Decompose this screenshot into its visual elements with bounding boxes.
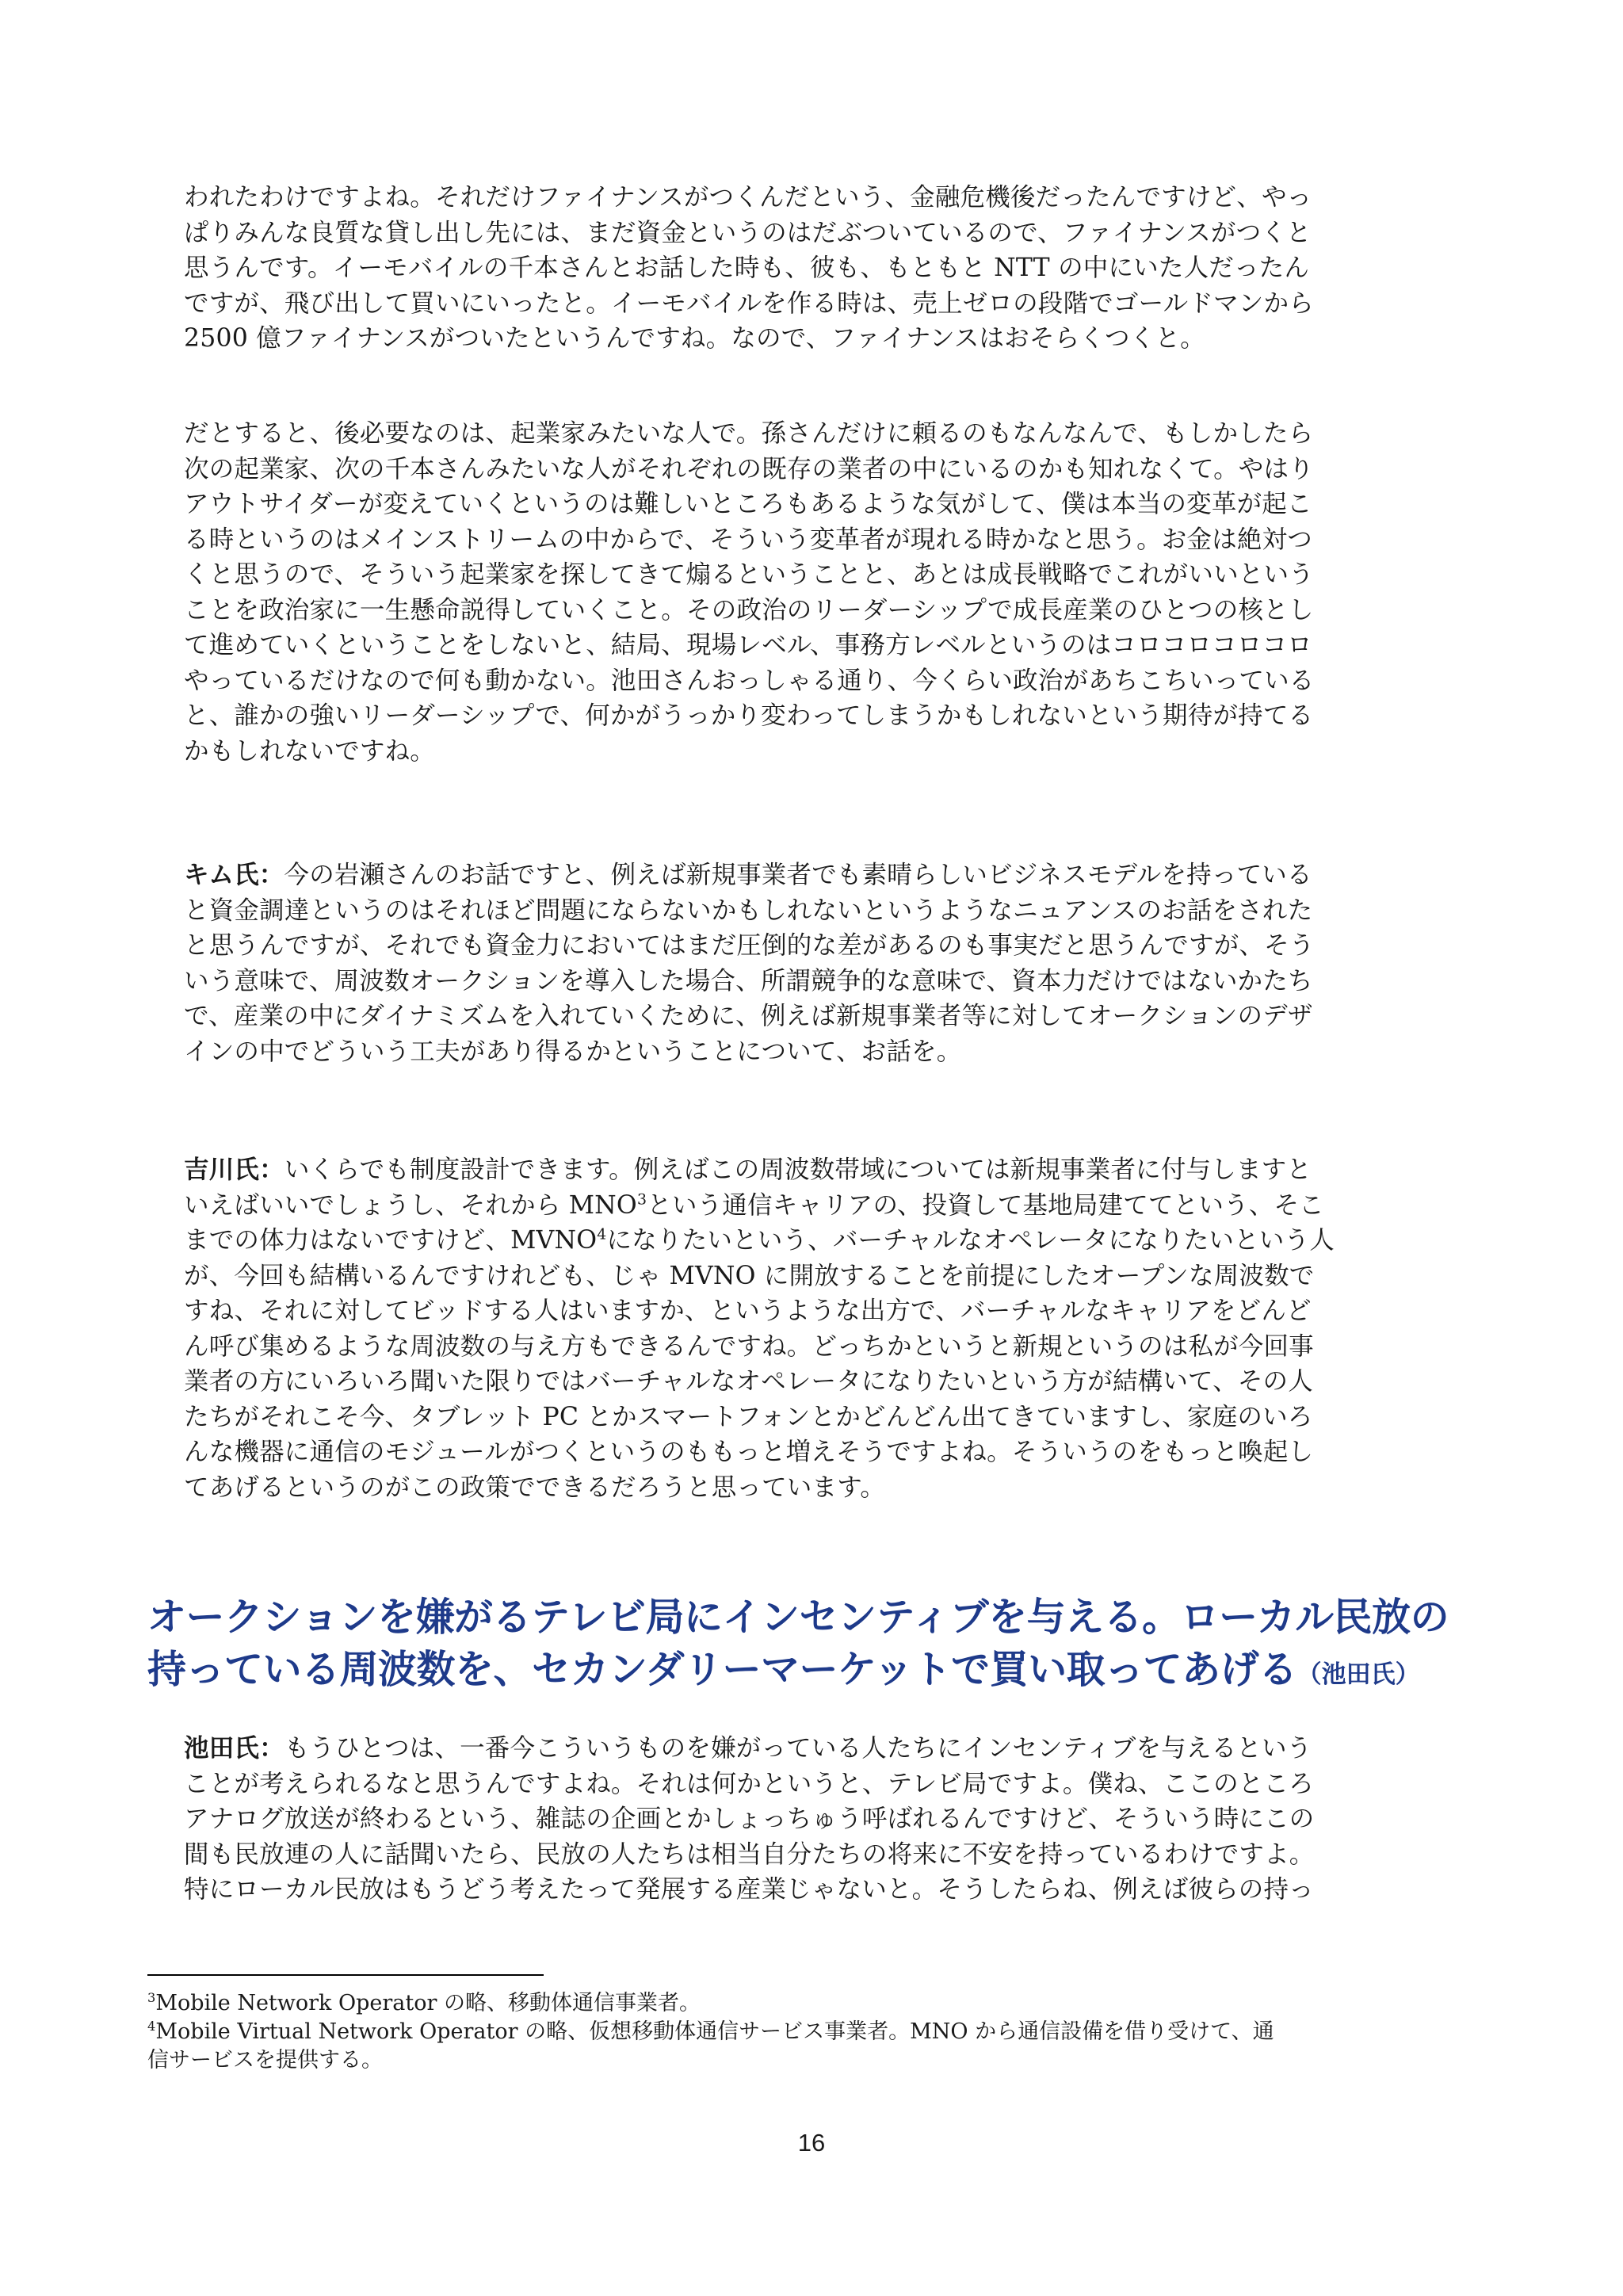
- text-line: いう意味で、周波数オークションを導入した場合、所謂競争的な意味で、資本力だけではないかたち: [184, 966, 1313, 995]
- text-line: たちがそれこそ今、タブレット PC とかスマートフォンとかどんどん出てきていますし、家庭のいろ: [184, 1402, 1313, 1431]
- speaker-label: 池田氏：: [184, 1733, 285, 1763]
- text-line: で、産業の中にダイナミズムを入れていくために、例えば新規事業者等に対してオークションのデザ: [184, 1002, 1313, 1030]
- text-line: アナログ放送が終わるという、雑誌の企画とかしょっちゅう呼ばれるんですけど、そういう時にこの: [184, 1805, 1315, 1833]
- text-line: [184, 1188, 1471, 1224]
- paragraph-2: [184, 416, 1471, 769]
- text-line: 間も民放連の人に話聞いたら、民放の人たちは相当自分たちの将来に不安を持っているわけですよ。: [184, 1839, 1315, 1869]
- speech-text: いくらでも制度設計できます。例えばこの周波数帯域については新規事業者に付与しますと: [284, 1156, 1312, 1184]
- speech-text: もうひとつは、一番今こういうものを嫌がっている人たちにインセンティブを与えるという: [284, 1734, 1312, 1763]
- text-line: が、今回も結構いるんですけれども、じゃ MVNO に開放することを前提にしたオープンな周波数で: [184, 1261, 1315, 1290]
- text-line: と資金調達というのはそれほど問題にならないかもしれないというようなニュアンスのお話をされた: [184, 896, 1313, 925]
- footnote-ref-3[interactable]: 3: [636, 1190, 647, 1208]
- text-line: 次の起業家、次の千本さんみたいな人がそれぞれの既存の業者の中にいるのかも知れなくて。やはり: [184, 454, 1314, 483]
- text-line: [184, 1731, 1471, 1767]
- text-line: て進めていくということをしないと、結局、現場レベル、事務方レベルというのはコロコロコロコロ: [184, 631, 1312, 659]
- footnote-text: Mobile Virtual Network Operator の略、仮想移動体通信サービス事業者。MNO から通信設備を借り受けて、通: [155, 2019, 1274, 2044]
- speech-text: 今の岩瀬さんのお話ですと、例えば新規事業者でも素晴らしいビジネスモデルを持っている: [284, 861, 1312, 889]
- text-line: てあげるというのがこの政策でできるだろうと思っています。: [184, 1473, 886, 1502]
- kim-paragraph: [184, 858, 1471, 1069]
- text-line: ん呼び集めるような周波数の与え方もできるんですね。どっちかというと新規というのは私が今回事: [184, 1331, 1314, 1361]
- text-line: [184, 1223, 1471, 1259]
- heading-line-text: 持っている周波数を、セカンダリーマーケットで買い取ってあげる: [147, 1647, 1297, 1692]
- footnote-divider: [147, 1974, 544, 1976]
- speaker-label: キム氏：: [184, 860, 285, 889]
- text-line: ことを政治家に一生懸命説得していくこと。その政治のリーダーシップで成長産業のひとつの核とし: [184, 595, 1314, 625]
- section-heading: [147, 1591, 1495, 1696]
- text-line: すね、それに対してビッドする人はいますか、というような出方で、バーチャルなキャリアをどんど: [184, 1297, 1312, 1325]
- text-line: る時というのはメインストリームの中からで、そういう変革者が現れる時かなと思う。お金は絶対つ: [184, 525, 1312, 554]
- text-line: くと思うので、そういう起業家を探してきて煽るということと、あとは成長戦略でこれがいいという: [184, 560, 1314, 589]
- text-line: 特にローカル民放はもうどう考えたって発展する産業じゃないと。そうしたらね、例えば彼らの持っ: [184, 1875, 1314, 1904]
- text-line: かもしれないですね。: [184, 736, 436, 766]
- text-line: アウトサイダーが変えていくというのは難しいところもあるような気がして、僕は本当の変革が起こ: [184, 490, 1312, 518]
- text-line: ですが、飛び出して買いにいったと。イーモバイルを作る時は、売上ゼロの段階でゴールドマンから: [184, 288, 1314, 318]
- footnote-text: Mobile Network Operator の略、移動体通信事業者。: [155, 1991, 701, 2015]
- text-line: 業者の方にいろいろ聞いた限りではバーチャルなオペレータになりたいという方が結構いて、その人: [184, 1367, 1313, 1396]
- text-line: [184, 858, 1471, 893]
- footnote-text: 信サービスを提供する。: [147, 2048, 383, 2073]
- footnote-ref-4[interactable]: 4: [597, 1225, 607, 1244]
- speech-text: いえばいいでしょうし、それから MNO: [184, 1190, 637, 1220]
- text-line: 思うんです。イーモバイルの千本さんとお話した時も、彼も、もともと NTT の中にいた人だったん: [184, 254, 1310, 282]
- speech-text: という通信キャリアの、投資して基地局建ててという、そこ: [647, 1190, 1324, 1220]
- heading-line: オークションを嫌がるテレビ局にインセンティブを与える。ローカル民放の: [147, 1595, 1449, 1640]
- speech-text: になりたいという、バーチャルなオペレータになりたいという人: [606, 1226, 1335, 1255]
- footnote-3: [147, 1989, 1479, 2018]
- text-line: と思うんですが、それでも資金力においてはまだ圧倒的な差があるのも事実だと思うんですが、そう: [184, 931, 1315, 960]
- ikeda-paragraph: [184, 1731, 1471, 1908]
- heading-line: [147, 1644, 1495, 1696]
- text-line: われたわけですよね。それだけファイナンスがつくんだという、金融危機後だったんですけど、やっ: [184, 183, 1312, 212]
- heading-attribution: （池田氏）: [1296, 1660, 1420, 1689]
- text-line: ぱりみんな良質な貸し出し先には、まだ資金というのはだぶついているので、ファイナンスがつくと: [184, 218, 1312, 247]
- text-line: んな機器に通信のモジュールがつくというのももっと増えそうですよね。そういうのをもっと喚起し: [184, 1438, 1314, 1466]
- footnote-mark: 4: [147, 2019, 156, 2034]
- text-line: だとすると、後必要なのは、起業家みたいな人で。孫さんだけに頼るのもなんなんで、もしかしたら: [184, 419, 1314, 448]
- footnote-mark: 3: [147, 1990, 156, 2005]
- text-line: やっているだけなので何も動かない。池田さんおっしゃる通り、今くらい政治があちこちいっている: [184, 666, 1315, 695]
- text-line: [184, 1152, 1471, 1188]
- text-line: インの中でどういう工夫があり得るかということについて、お話を。: [184, 1037, 962, 1066]
- footnotes: [147, 1989, 1479, 2075]
- speech-text: までの体力はないですけど、MVNO: [184, 1226, 598, 1255]
- paragraph-1: [184, 180, 1471, 357]
- speaker-label: 吉川氏：: [184, 1155, 285, 1184]
- text-line: 2500 億ファイナンスがついたというんですね。なので、ファイナンスはおそらくつくと。: [184, 324, 1205, 353]
- text-line: と、誰かの強いリーダーシップで、何かがうっかり変わってしまうかもしれないという期待が持てる: [184, 701, 1314, 730]
- yoshikawa-paragraph: [184, 1152, 1471, 1505]
- text-line: ことが考えられるなと思うんですよね。それは何かというと、テレビ局ですよ。僕ね、ここのところ: [184, 1769, 1314, 1798]
- footnote-4: [147, 2018, 1479, 2046]
- page-number: 16: [797, 2129, 826, 2157]
